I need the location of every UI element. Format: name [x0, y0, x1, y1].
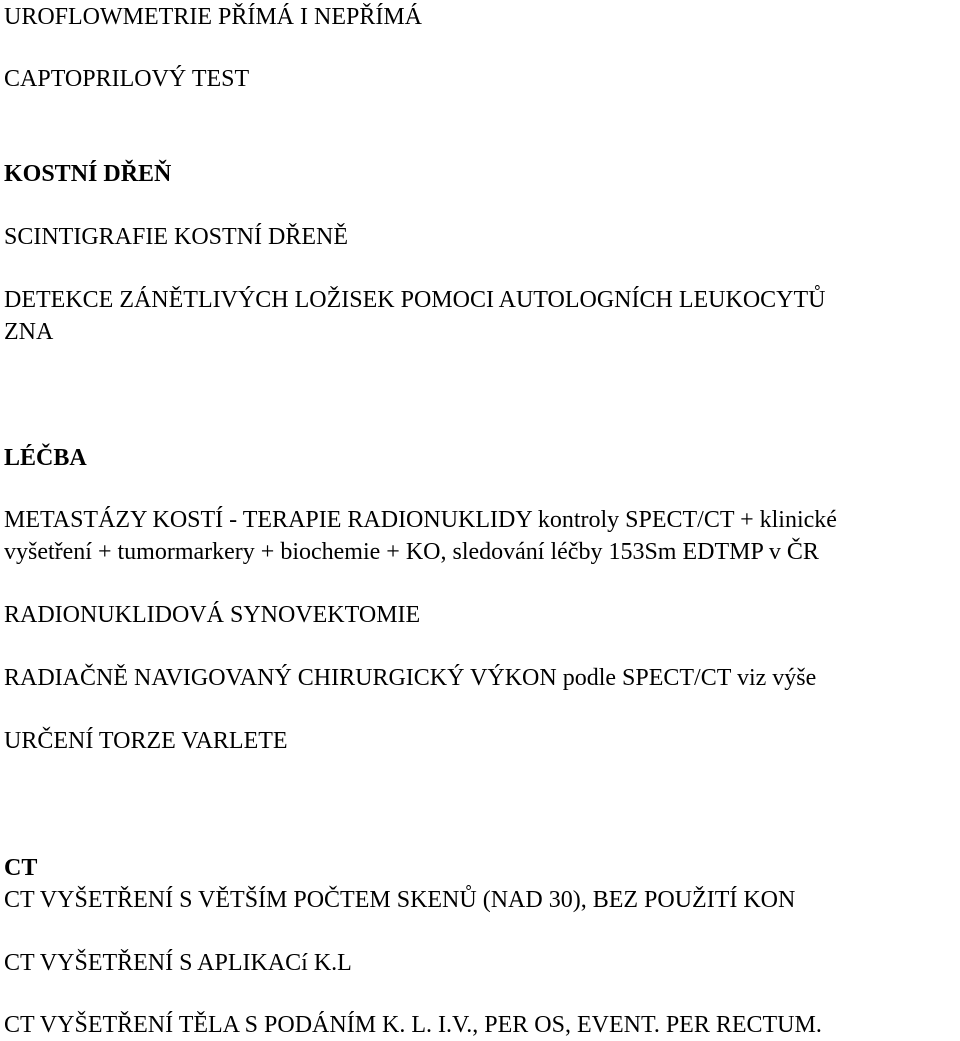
- line-scintigrafie: SCINTIGRAFIE KOSTNÍ DŘENĚ: [4, 224, 348, 250]
- heading-lecba: LÉČBA: [4, 445, 87, 471]
- line-synovektomie: RADIONUKLIDOVÁ SYNOVEKTOMIE: [4, 602, 421, 628]
- heading-kostni-dren: KOSTNÍ DŘEŇ: [4, 161, 172, 187]
- line-ct-tela: CT VYŠETŘENÍ TĚLA S PODÁNÍM K. L. I.V., PER OS, EVENT. PER RECTUM.: [4, 1012, 822, 1038]
- line-ct-vetsi: CT VYŠETŘENÍ S VĚTŠÍM POČTEM SKENŮ (NAD 30), BEZ POUŽITÍ KON: [4, 887, 796, 913]
- line-metastazy: METASTÁZY KOSTÍ - TERAPIE RADIONUKLIDY kontroly SPECT/CT + klinické: [4, 507, 837, 533]
- line-ct-aplikace: CT VYŠETŘENÍ S APLIKACí K.L: [4, 950, 352, 976]
- line-radiacne: RADIAČNĚ NAVIGOVANÝ CHIRURGICKÝ VÝKON podle SPECT/CT viz výše: [4, 665, 817, 691]
- line-torze: URČENÍ TORZE VARLETE: [4, 728, 288, 754]
- line-vysetreni: vyšetření + tumormarkery + biochemie + KO, sledování léčby 153Sm EDTMP v ČR: [4, 539, 819, 565]
- line-uroflowmetrie: UROFLOWMETRIE PŘÍMÁ I NEPŘÍMÁ: [4, 4, 423, 30]
- line-detekce: DETEKCE ZÁNĚTLIVÝCH LOŽISEK POMOCI AUTOLOGNÍCH LEUKOCYTŮ: [4, 287, 826, 313]
- line-zna: ZNA: [4, 319, 54, 345]
- heading-ct: CT: [4, 855, 38, 881]
- line-captopril-test: CAPTOPRILOVÝ TEST: [4, 66, 250, 92]
